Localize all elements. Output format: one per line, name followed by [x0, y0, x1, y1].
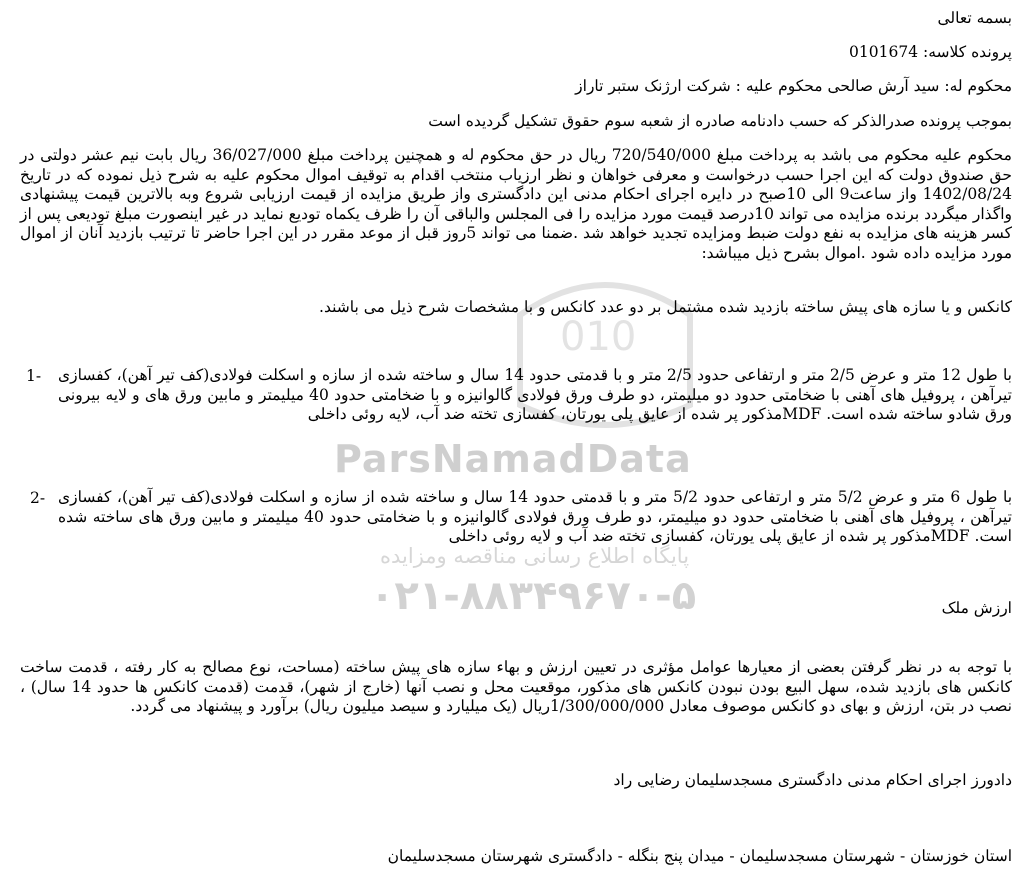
- item-1-number: 1-: [26, 367, 42, 385]
- watermark-brand: ParsNamadData: [334, 437, 692, 481]
- signature-line: دادورز اجرای احکام مدنی دادگستری مسجدسلیمان رضایی راد: [613, 771, 1012, 789]
- watermark-tagline: پایگاه اطلاع رسانی مناقصه ومزایده: [380, 544, 690, 568]
- valuation-text: با توجه به در نظر گرفتن بعضی از معیارها عوامل مؤثری در تعیین ارزش و بهاء سازه های پیش ساخته (مساحت، نوع مصالح به کار رفته ، قدمت ساخت کانکس های بازدید شده، سهل البیع بودن نبودن کانکس های مذکور، موقعیت محل و نصب آنها (خارج از شهر)، قدمت (قدمت کانکس ها حدود 14 سال) ، نصب در بتن، ارزش و بهای دو کانکس موصوف معادل 1/300/000/000ریال (یک میلیارد و سیصد میلیون ریال) برآورد و پیشنهاد می گردد.: [20, 658, 1012, 715]
- parties-line: محکوم له: سید آرش صالحی محکوم علیه : شرکت ارژنک ستبر تاراز: [575, 77, 1012, 95]
- svg-text:010: 010: [560, 314, 637, 360]
- valuation-heading: ارزش ملک: [941, 599, 1012, 617]
- watermark-phone: ۰۲۱-۸۸۳۴۹۶۷۰-۵: [370, 573, 697, 619]
- kiosks-intro: کانکس و یا سازه های پیش ساخته بازدید شده مشتمل بر دو عدد کانکس و با مشخصات شرح ذیل می باشند.: [319, 298, 1012, 316]
- item-1-text: با طول 12 متر و عرض 2/5 متر و ارتفاعی حدود 2/5 متر و با قدمتی حدود 14 سال و ساخته شده از سازه و اسکلت فولادی(کف تیر آهن)، کفسازی تیرآهن ، پروفیل های آهنی با ضخامتی حدود دو میلیمتر، دو طرف ورق فولادی گالوانیزه و با ضخامتی حدود 40 میلیمتر و مابین ورق های و لایه بیرونی ورق شادو ساخته شده است. MDFمذکور پر شده از عایق پلی یورتان، کفسازی تخته ضد آب، لایه روئی داخلی: [58, 366, 1012, 423]
- item-2-text: با طول 6 متر و عرض 5/2 متر و ارتفاعی حدود 5/2 متر و با قدمتی حدود 14 سال و ساخته شده از سازه و اسکلت فولادی(کف تیر آهن)، کفسازی تیرآهن ، پروفیل های آهنی با ضخامتی حدود دو میلیمتر، دو طرف ورق فولادی گالوانیزه و با ضخامتی حدود 40 میلیمتر و مابین ورق های ساخته شده است. MDFمذکور پر شده از عایق پلی یورتان، کفسازی تخته ضد آب و لایه روئی داخلی: [58, 488, 1013, 545]
- intro-line: بموجب پرونده صدرالذکر که حسب دادنامه صادره از شعبه سوم حقوق تشکیل گردیده است: [428, 112, 1012, 130]
- footer-address: استان خوزستان - شهرستان مسجدسلیمان - میدان پنج بنگله - دادگستری شهرستان مسجدسلیمان: [387, 847, 1012, 865]
- case-number: پرونده کلاسه: 0101674: [849, 43, 1012, 61]
- item-2-number: 2-: [30, 489, 46, 507]
- bismillah-heading: بسمه تعالی: [937, 9, 1012, 27]
- main-paragraph: محکوم علیه محکوم می باشد به پرداخت مبلغ 720/540/000 ریال در حق محکوم له و همچنین پرداخت مبلغ 36/027/000 ریال بابت نیم عشر دولتی در حق صندوق دولت که این اجرا حسب درخواست و معرفی خواهان و نظر ارزیاب منتخب اقدام به توقیف اموال محکوم علیه به شرح ذیل نموده که در تاریخ 1402/08/24 واز ساعت9 الی 10صبح در دایره اجرای احکام مدنی این دادگستری واز طریق مزایده از قیمت ارزیابی شروع وبه بالاترین قیمت پیشنهادی واگذار میگردد برنده مزایده می تواند 10درصد قیمت مورد مزایده را فی المجلس والباقی آن را ظرف یکماه تودیع نماید در غیر اینصورت مبلغ تودیعی پس از کسر هزینه های مزایده به نفع دولت ضبط ومزایده تجدید خواهد شد .ضمنا می تواند 5روز قبل از موعد مقرر در این اجرا حاضر تا ترتیب بازدید آنان از اموال مورد مزایده داده شود .اموال بشرح ذیل میباشد:: [20, 146, 1013, 262]
